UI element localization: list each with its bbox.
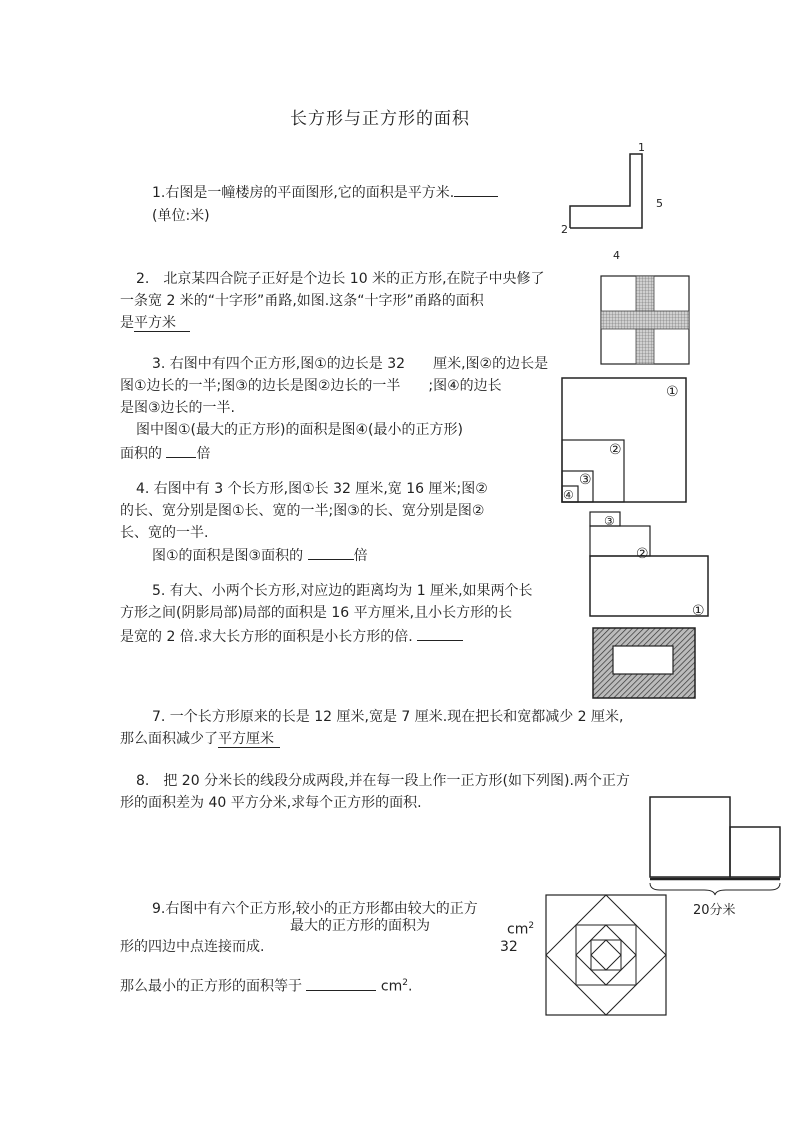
question-9-line-1: 9.右图中有六个正方形,较小的正方形都由较大的正方 [152, 901, 478, 917]
question-9-unit-text: cm [507, 921, 529, 938]
question-3-line-1: 3. 右图中有四个正方形,图①的边长是 32 厘米,图②的边长是 [152, 356, 549, 372]
question-7-line-2 [120, 728, 280, 750]
question-2-answer-unit: 平方米 [134, 315, 190, 332]
question-5-line-1: 5. 有大、小两个长方形,对应边的距离均为 1 厘米,如果两个长 [152, 583, 533, 599]
figure-2-cross-path [600, 275, 700, 375]
figure-8-length-label: 20分米 [693, 903, 736, 918]
question-7-answer-unit: 平方厘米 [218, 731, 280, 748]
figure-1-label-left: 2 [561, 223, 568, 236]
figure-5-shaded-frame [590, 625, 700, 705]
question-4-suffix: 倍 [353, 548, 368, 564]
question-5-text: 是宽的 2 倍.求大长方形的面积是小长方形的倍. [120, 629, 413, 645]
figure-1-label-top: 1 [638, 141, 645, 154]
question-4-line-4 [152, 543, 368, 567]
question-4-answer-blank[interactable] [308, 543, 354, 560]
question-8-line-2: 形的面积差为 40 平方分米,求每个正方形的面积. [120, 795, 422, 811]
figure-1-label-right: 5 [656, 197, 663, 210]
question-2-line-3 [120, 312, 190, 334]
question-1-line-1 [152, 180, 498, 204]
question-4-line-2: 的长、宽分别是图①长、宽的一半;图③的长、宽分别是图② [120, 503, 485, 519]
figure-8-two-squares [648, 795, 788, 905]
question-3-answer-blank[interactable] [166, 441, 196, 458]
question-3-prefix: 面积的 [120, 446, 162, 462]
question-9-prefix: 那么最小的正方形的面积等于 [120, 978, 302, 995]
question-9-line-2: 最大的正方形的面积为 [290, 918, 430, 934]
question-1-unit-note: (单位:米) [152, 208, 210, 224]
question-4-prefix: 图①的面积是图③面积的 [152, 548, 304, 564]
figure-9-nested-squares [544, 893, 669, 1018]
question-8-line-1: 8. 把 20 分米长的线段分成两段,并在每一段上作一正方形(如下列图).两个正方 [136, 773, 630, 789]
question-5-line-2: 方形之间(阴影局部)局部的面积是 16 平方厘米,且小长方形的长 [120, 605, 513, 621]
question-3-line-2: 图①边长的一半;图③的边长是图②边长的一半 ;图④的边长 [120, 378, 502, 394]
page-title: 长方形与正方形的面积 [290, 109, 470, 129]
question-9-answer-blank[interactable] [306, 974, 376, 991]
question-9-line-3: 形的四边中点连接而成. [120, 939, 265, 955]
question-5-line-3 [120, 624, 463, 648]
question-2-line-2: 一条宽 2 米的“十字形”甬路,如图.这条“十字形”甬路的面积 [120, 293, 484, 309]
question-9-line-4 [120, 972, 412, 998]
figure-3-label-3: ③ [579, 472, 592, 488]
figure-1-label-bottom: 4 [613, 249, 620, 262]
question-3-line-4: 图中图①(最大的正方形)的面积是图④(最小的正方形) [136, 422, 463, 438]
question-3-suffix: 倍 [196, 446, 211, 462]
question-7-prefix: 那么面积减少了 [120, 731, 218, 747]
question-9-unit-sup: 2 [528, 921, 535, 931]
figure-3-label-2: ② [609, 442, 622, 458]
figure-4-label-3: ③ [604, 514, 615, 528]
question-2-line-1: 2. 北京某四合院子正好是个边长 10 米的正方形,在院子中央修了 [136, 271, 545, 287]
figure-3-label-4: ④ [563, 488, 574, 502]
question-1-answer-blank[interactable] [454, 180, 498, 197]
question-3-line-5 [120, 441, 210, 465]
question-5-answer-blank[interactable] [417, 624, 463, 641]
question-2-prefix: 是 [120, 315, 134, 331]
question-1-text: 1.右图是一幢楼房的平面图形,它的面积是 [152, 185, 408, 201]
question-4-line-1: 4. 右图中有 3 个长方形,图①长 32 厘米,宽 16 厘米;图② [136, 481, 488, 497]
question-9-end: . [407, 978, 413, 995]
question-3-line-3: 是图③边长的一半. [120, 400, 236, 416]
question-9-unit-2: cm [380, 978, 403, 995]
question-1-answer-unit: 平方米. [407, 185, 455, 201]
question-9-value: 32 [500, 939, 518, 955]
figure-4-label-2: ② [636, 546, 649, 562]
question-4-line-3: 长、宽的一半. [120, 525, 209, 541]
question-7-line-1: 7. 一个长方形原来的长是 12 厘米,宽是 7 厘米.现在把长和宽都减少 2 厘米, [152, 709, 624, 725]
question-9-unit-2-sup: 2 [402, 978, 408, 988]
figure-3-label-1: ① [666, 384, 679, 400]
figure-4-label-1: ① [692, 603, 705, 619]
